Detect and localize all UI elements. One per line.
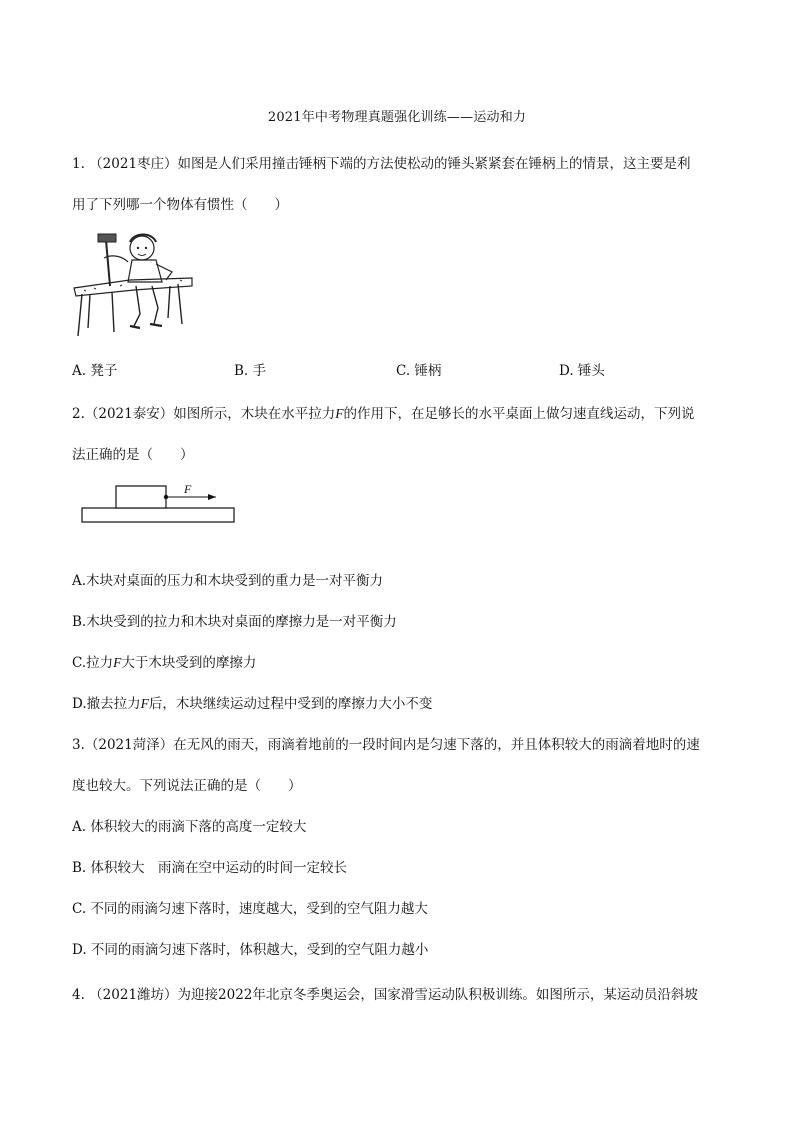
q2-option-d-a: D.撤去拉力 — [72, 696, 141, 712]
q1-stem-line2: 用了下列哪一个物体有惯性（ ） — [72, 197, 288, 213]
q2-stem-line1-b: 的作用下，在足够长的水平桌面上做匀速直线运动，下列说 — [343, 406, 695, 422]
q2-option-c — [72, 651, 256, 671]
q2-option-b: B.木块受到的拉力和木块对桌面的摩擦力是一对平衡力 — [72, 614, 397, 630]
hammer-bench-illustration — [70, 228, 196, 340]
force-arrowhead — [208, 494, 216, 500]
q2-stem-line1 — [72, 402, 695, 422]
q3-stem-line2: 度也较大。下列说法正确的是（ ） — [72, 778, 302, 794]
q3-option-b: B. 体积较大 雨滴在空中运动的时间一定较长 — [72, 860, 348, 876]
wood-block — [116, 486, 166, 508]
q2-option-d-b: 后，木块继续运动过程中受到的摩擦力大小不变 — [148, 696, 433, 712]
q1-option-b: B. 手 — [234, 363, 267, 379]
tabletop — [82, 508, 234, 522]
q2-option-c-variable-f: F — [113, 655, 122, 670]
q4-stem-line1: 4. （2021潍坊）为迎接2022年北京冬季奥运会，国家滑雪运动队积极训练。如图所示，某运动员沿斜坡 — [72, 987, 698, 1003]
q3-stem-line1: 3.（2021菏泽）在无风的雨天，雨滴着地前的一段时间内是匀速下落的，并且体积较大的雨滴着地时的速 — [72, 737, 700, 753]
q1-options — [72, 359, 632, 379]
page-title: 2021年中考物理真题强化训练——运动和力 — [267, 110, 527, 125]
q1-stem-line1: 1. （2021枣庄）如图是人们采用撞击锤柄下端的方法使松动的锤头紧紧套在锤柄上的情景，这主要是利 — [72, 156, 691, 172]
q2-option-d — [72, 692, 432, 712]
q3-option-d: D. 不同的雨滴匀速下落时，体积越大，受到的空气阻力越小 — [72, 942, 429, 958]
q3-option-c: C. 不同的雨滴匀速下落时，速度越大，受到的空气阻力越大 — [72, 901, 428, 917]
q2-option-c-a: C.拉力 — [72, 655, 114, 671]
q1-option-a: A. 凳子 — [72, 363, 118, 379]
q1-option-d: D. 锤头 — [559, 363, 605, 379]
q2-stem-line1-a: 2.（2021泰安）如图所示，木块在水平拉力 — [72, 406, 336, 422]
q2-option-d-variable-f: F — [140, 696, 149, 711]
q2-option-c-b: 大于木块受到的摩擦力 — [121, 655, 257, 671]
block-force-diagram — [80, 478, 236, 526]
force-label: F — [184, 482, 192, 496]
q1-option-c: C. 锤柄 — [396, 363, 442, 379]
q2-option-a: A.木块对桌面的压力和木块受到的重力是一对平衡力 — [72, 573, 384, 589]
q2-stem-line2: 法正确的是（ ） — [72, 447, 194, 463]
q2-stem-variable-f: F — [335, 406, 344, 421]
q3-option-a: A. 体积较大的雨滴下落的高度一定较大 — [72, 819, 307, 835]
